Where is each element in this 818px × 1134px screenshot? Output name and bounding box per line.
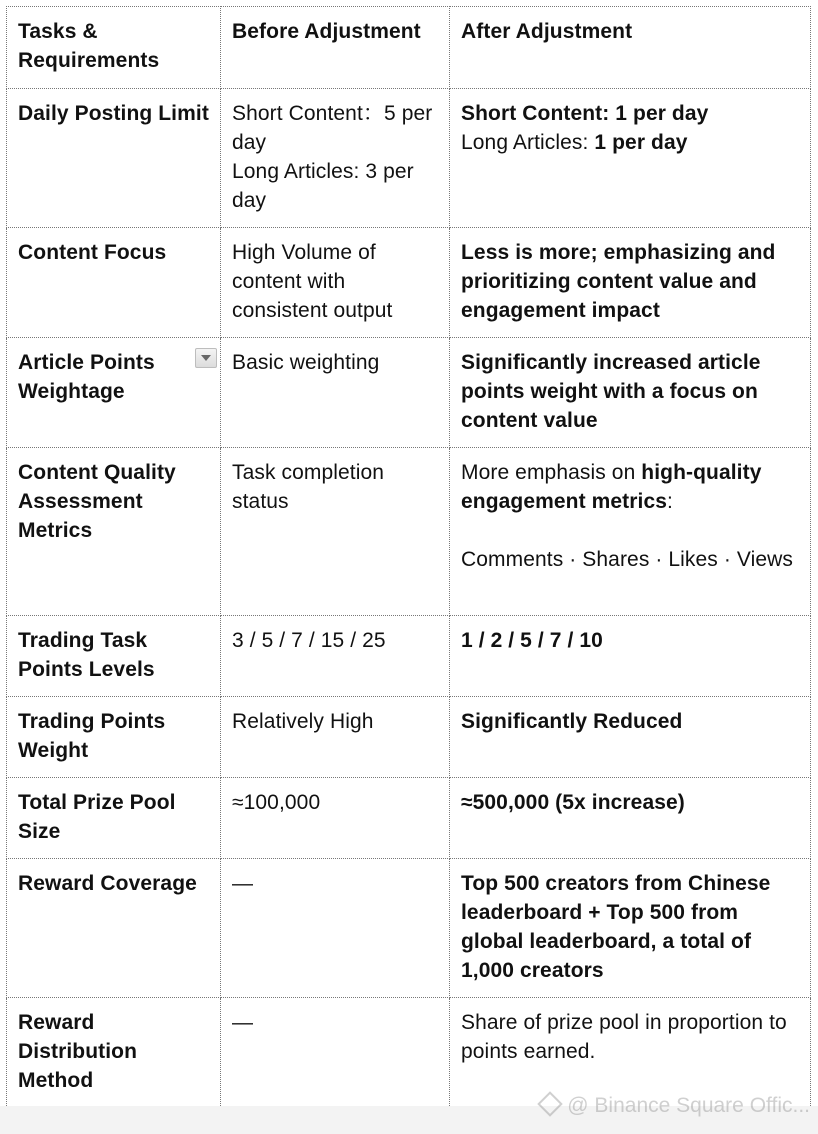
header-tasks: Tasks & Requirements — [7, 7, 221, 89]
table-row — [7, 616, 811, 697]
row-label: Reward Coverage — [7, 859, 221, 998]
row-label: Trading Points Weight — [7, 697, 221, 778]
table-row — [7, 89, 811, 228]
table-row — [7, 998, 811, 1108]
row-before: — — [221, 859, 450, 998]
header-after: After Adjustment — [450, 7, 811, 89]
row-before: Task completion status — [221, 448, 450, 616]
row-after: Less is more; emphasizing and prioritizing content value and engagement impact — [450, 228, 811, 338]
table-row — [7, 448, 811, 616]
row-after: More emphasis on high-quality engagement metrics: Comments · Shares · Likes · Views — [450, 448, 811, 616]
row-before: Relatively High — [221, 697, 450, 778]
row-after: Significantly increased article points weight with a focus on content value — [450, 338, 811, 448]
table-row — [7, 697, 811, 778]
comparison-table — [6, 6, 811, 1108]
row-before: — — [221, 998, 450, 1108]
table-row — [7, 859, 811, 998]
chevron-down-icon[interactable] — [195, 348, 217, 368]
header-before: Before Adjustment — [221, 7, 450, 89]
row-after — [450, 89, 811, 228]
row-after: Share of prize pool in proportion to points earned. — [450, 998, 811, 1108]
row-before: Basic weighting — [221, 338, 450, 448]
row-label: Trading Task Points Levels — [7, 616, 221, 697]
row-after: 1 / 2 / 5 / 7 / 10 — [450, 616, 811, 697]
row-label: Total Prize Pool Size — [7, 778, 221, 859]
before-short-content: Short Content：5 per day — [232, 102, 433, 154]
before-long-articles: Long Articles: 3 per day — [232, 160, 414, 212]
row-before — [221, 89, 450, 228]
row-label: Daily Posting Limit — [7, 89, 221, 228]
engagement-metrics-list: Comments · Shares · Likes · Views — [461, 548, 794, 571]
after-short-content: Short Content: 1 per day — [461, 102, 709, 125]
row-after: Significantly Reduced — [450, 697, 811, 778]
row-label: Article Points Weightage — [7, 338, 221, 448]
after-long-articles: Long Articles: 1 per day — [461, 131, 688, 154]
table-row — [7, 778, 811, 859]
row-after: ≈500,000 (5x increase) — [450, 778, 811, 859]
row-before: High Volume of content with consistent output — [221, 228, 450, 338]
row-label: Reward Distribution Method — [7, 998, 221, 1108]
row-before: ≈100,000 — [221, 778, 450, 859]
row-after: Top 500 creators from Chinese leaderboard + Top 500 from global leaderboard, a total of 1,000 creators — [450, 859, 811, 998]
row-label: Content Quality Assessment Metrics — [7, 448, 221, 616]
table-row — [7, 228, 811, 338]
table-header-row — [7, 7, 811, 89]
row-before: 3 / 5 / 7 / 15 / 25 — [221, 616, 450, 697]
table-row — [7, 338, 811, 448]
row-label: Content Focus — [7, 228, 221, 338]
binance-logo-icon — [538, 1091, 563, 1116]
watermark: @ Binance Square Offic... — [541, 1094, 810, 1118]
